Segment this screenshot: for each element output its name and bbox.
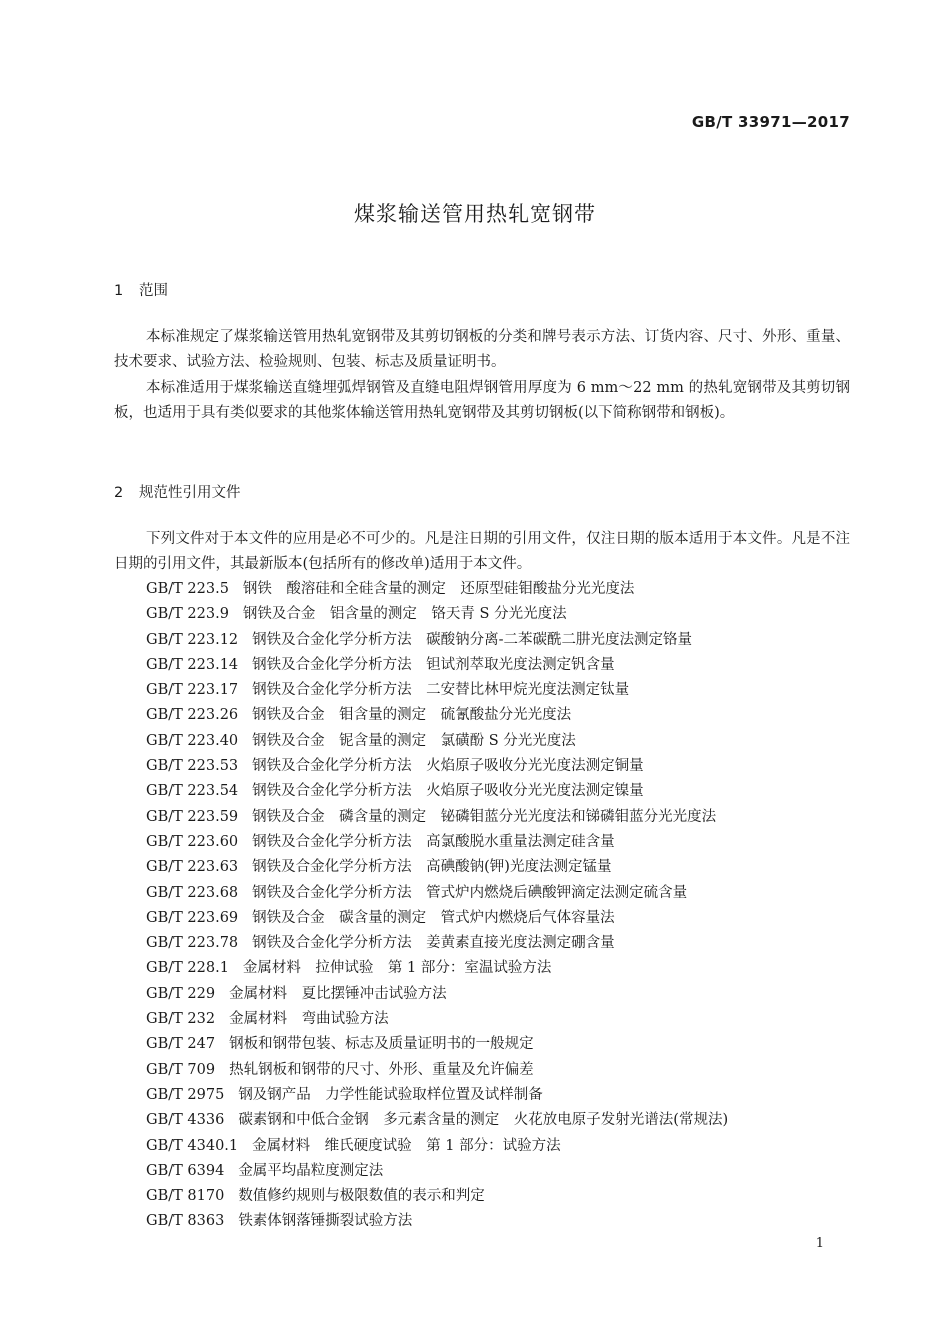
reference-item [146,1159,850,1184]
scope-paragraph-2: 本标准适用于煤浆输送直缝埋弧焊钢管及直缝电阻焊钢管用厚度为 6 mm～22 mm 的热轧宽钢带及其剪切钢板，也适用于具有类似要求的其他浆体输送管用热轧宽钢带及其剪切钢板(以下简称钢带和钢板)。 [114,380,850,421]
reference-title: 金属材料 拉伸试验 第 1 部分：室温试验方法 [242,960,552,977]
reference-list [146,577,850,1235]
section-1-heading [114,279,168,300]
reference-code: GB/T 223.54 [146,783,239,800]
reference-item [146,1209,850,1234]
reference-item [146,881,850,906]
reference-title: 钢板和钢带包装、标志及质量证明书的一般规定 [229,1036,534,1053]
reference-code: GB/T 223.59 [146,808,239,825]
reference-code: GB/T 223.53 [146,758,239,775]
reference-code: GB/T 223.68 [146,884,239,901]
reference-item [146,830,850,855]
reference-item [146,982,850,1007]
section-number: 2 [114,485,124,501]
section-number: 1 [114,283,124,299]
reference-item [146,956,850,981]
reference-code: GB/T 223.40 [146,732,239,749]
reference-item [146,1032,850,1057]
reference-item [146,1083,850,1108]
reference-code: GB/T 223.78 [146,935,239,952]
section-2-heading [114,481,241,502]
reference-item [146,779,850,804]
reference-code: GB/T 228.1 [146,960,229,977]
reference-title: 碳素钢和中低合金钢 多元素含量的测定 火花放电原子发射光谱法(常规法) [238,1112,729,1129]
reference-title: 铁素体钢落锤撕裂试验方法 [238,1213,413,1230]
reference-code: GB/T 223.14 [146,656,239,673]
reference-code: GB/T 232 [146,1011,216,1028]
reference-title: 钢铁及合金 碳含量的测定 管式炉内燃烧后气体容量法 [252,909,615,926]
reference-code: GB/T 223.9 [146,606,229,623]
reference-item [146,628,850,653]
reference-code: GB/T 223.60 [146,833,239,850]
reference-code: GB/T 223.17 [146,682,239,699]
reference-item [146,577,850,602]
reference-code: GB/T 4340.1 [146,1137,239,1154]
reference-title: 金属材料 夏比摆锤冲击试验方法 [229,985,447,1002]
reference-title: 金属材料 维氏硬度试验 第 1 部分：试验方法 [252,1137,561,1154]
reference-code: GB/T 223.26 [146,707,239,724]
reference-title: 钢铁及合金化学分析方法 二安替比林甲烷光度法测定钛量 [252,682,630,699]
reference-code: GB/T 223.12 [146,631,239,648]
reference-title: 钢铁及合金化学分析方法 火焰原子吸收分光光度法测定铜量 [252,758,644,775]
reference-title: 钢铁及合金化学分析方法 钽试剂萃取光度法测定钒含量 [252,656,615,673]
reference-item [146,754,850,779]
reference-item [146,1058,850,1083]
reference-code: GB/T 223.63 [146,859,239,876]
reference-item [146,1184,850,1209]
reference-title: 钢铁及合金化学分析方法 火焰原子吸收分光光度法测定镍量 [252,783,644,800]
reference-title: 钢铁及合金 铌含量的测定 氯磺酚 S 分光光度法 [252,732,576,749]
reference-code: GB/T 709 [146,1061,216,1078]
reference-code: GB/T 8170 [146,1188,225,1205]
reference-title: 钢铁及合金化学分析方法 高氯酸脱水重量法测定硅含量 [252,833,615,850]
reference-item [146,855,850,880]
reference-title: 钢铁 酸溶硅和全硅含量的测定 还原型硅钼酸盐分光光度法 [242,581,635,597]
reference-item [146,703,850,728]
section-title: 规范性引用文件 [139,485,241,501]
section-title: 范围 [139,283,168,299]
reference-title: 数值修约规则与极限数值的表示和判定 [238,1188,485,1205]
reference-title: 钢铁及合金化学分析方法 管式炉内燃烧后碘酸钾滴定法测定硫含量 [252,884,688,901]
reference-item [146,729,850,754]
document-title: 煤浆输送管用热轧宽钢带 [354,202,596,226]
reference-item [146,1108,850,1133]
reference-item [146,602,850,627]
reference-code: GB/T 229 [146,985,216,1002]
reference-item [146,1134,850,1159]
page-number: 1 [815,1236,824,1251]
reference-title: 钢铁及合金化学分析方法 碳酸钠分离-二苯碳酰二肼光度法测定铬量 [252,631,693,648]
reference-code: GB/T 223.5 [146,581,229,597]
reference-code: GB/T 247 [146,1036,216,1053]
reference-item [146,653,850,678]
reference-code: GB/T 2975 [146,1086,225,1103]
reference-title: 金属平均晶粒度测定法 [238,1162,384,1179]
reference-code: GB/T 223.69 [146,909,239,926]
reference-title: 钢铁及合金 钼含量的测定 硫氰酸盐分光光度法 [252,707,572,724]
reference-title: 钢铁及合金化学分析方法 姜黄素直接光度法测定硼含量 [252,935,615,952]
reference-code: GB/T 4336 [146,1112,225,1129]
reference-item [146,805,850,830]
scope-paragraph-1: 本标准规定了煤浆输送管用热轧宽钢带及其剪切钢板的分类和牌号表示方法、订货内容、尺寸、外形、重量、技术要求、试验方法、检验规则、包装、标志及质量证明书。 [114,329,850,370]
reference-item [146,678,850,703]
reference-item [146,906,850,931]
reference-title: 钢铁及合金 磷含量的测定 铋磷钼蓝分光光度法和锑磷钼蓝分光光度法 [252,808,717,825]
reference-code: GB/T 8363 [146,1213,225,1230]
reference-title: 钢及钢产品 力学性能试验取样位置及试样制备 [238,1086,543,1103]
reference-item [146,931,850,956]
reference-title: 钢铁及合金化学分析方法 高碘酸钠(钾)光度法测定锰量 [252,859,612,876]
reference-title: 热轧钢板和钢带的尺寸、外形、重量及允许偏差 [229,1061,534,1078]
reference-title: 金属材料 弯曲试验方法 [229,1011,389,1028]
references-intro: 下列文件对于本文件的应用是必不可少的。凡是注日期的引用文件，仅注日期的版本适用于本文件。凡是不注日期的引用文件，其最新版本(包括所有的修改单)适用于本文件。 [114,531,850,572]
standard-code: GB/T 33971—2017 [691,113,850,131]
reference-title: 钢铁及合金 铝含量的测定 铬天青 S 分光光度法 [242,606,567,623]
reference-code: GB/T 6394 [146,1162,225,1179]
reference-item [146,1007,850,1032]
